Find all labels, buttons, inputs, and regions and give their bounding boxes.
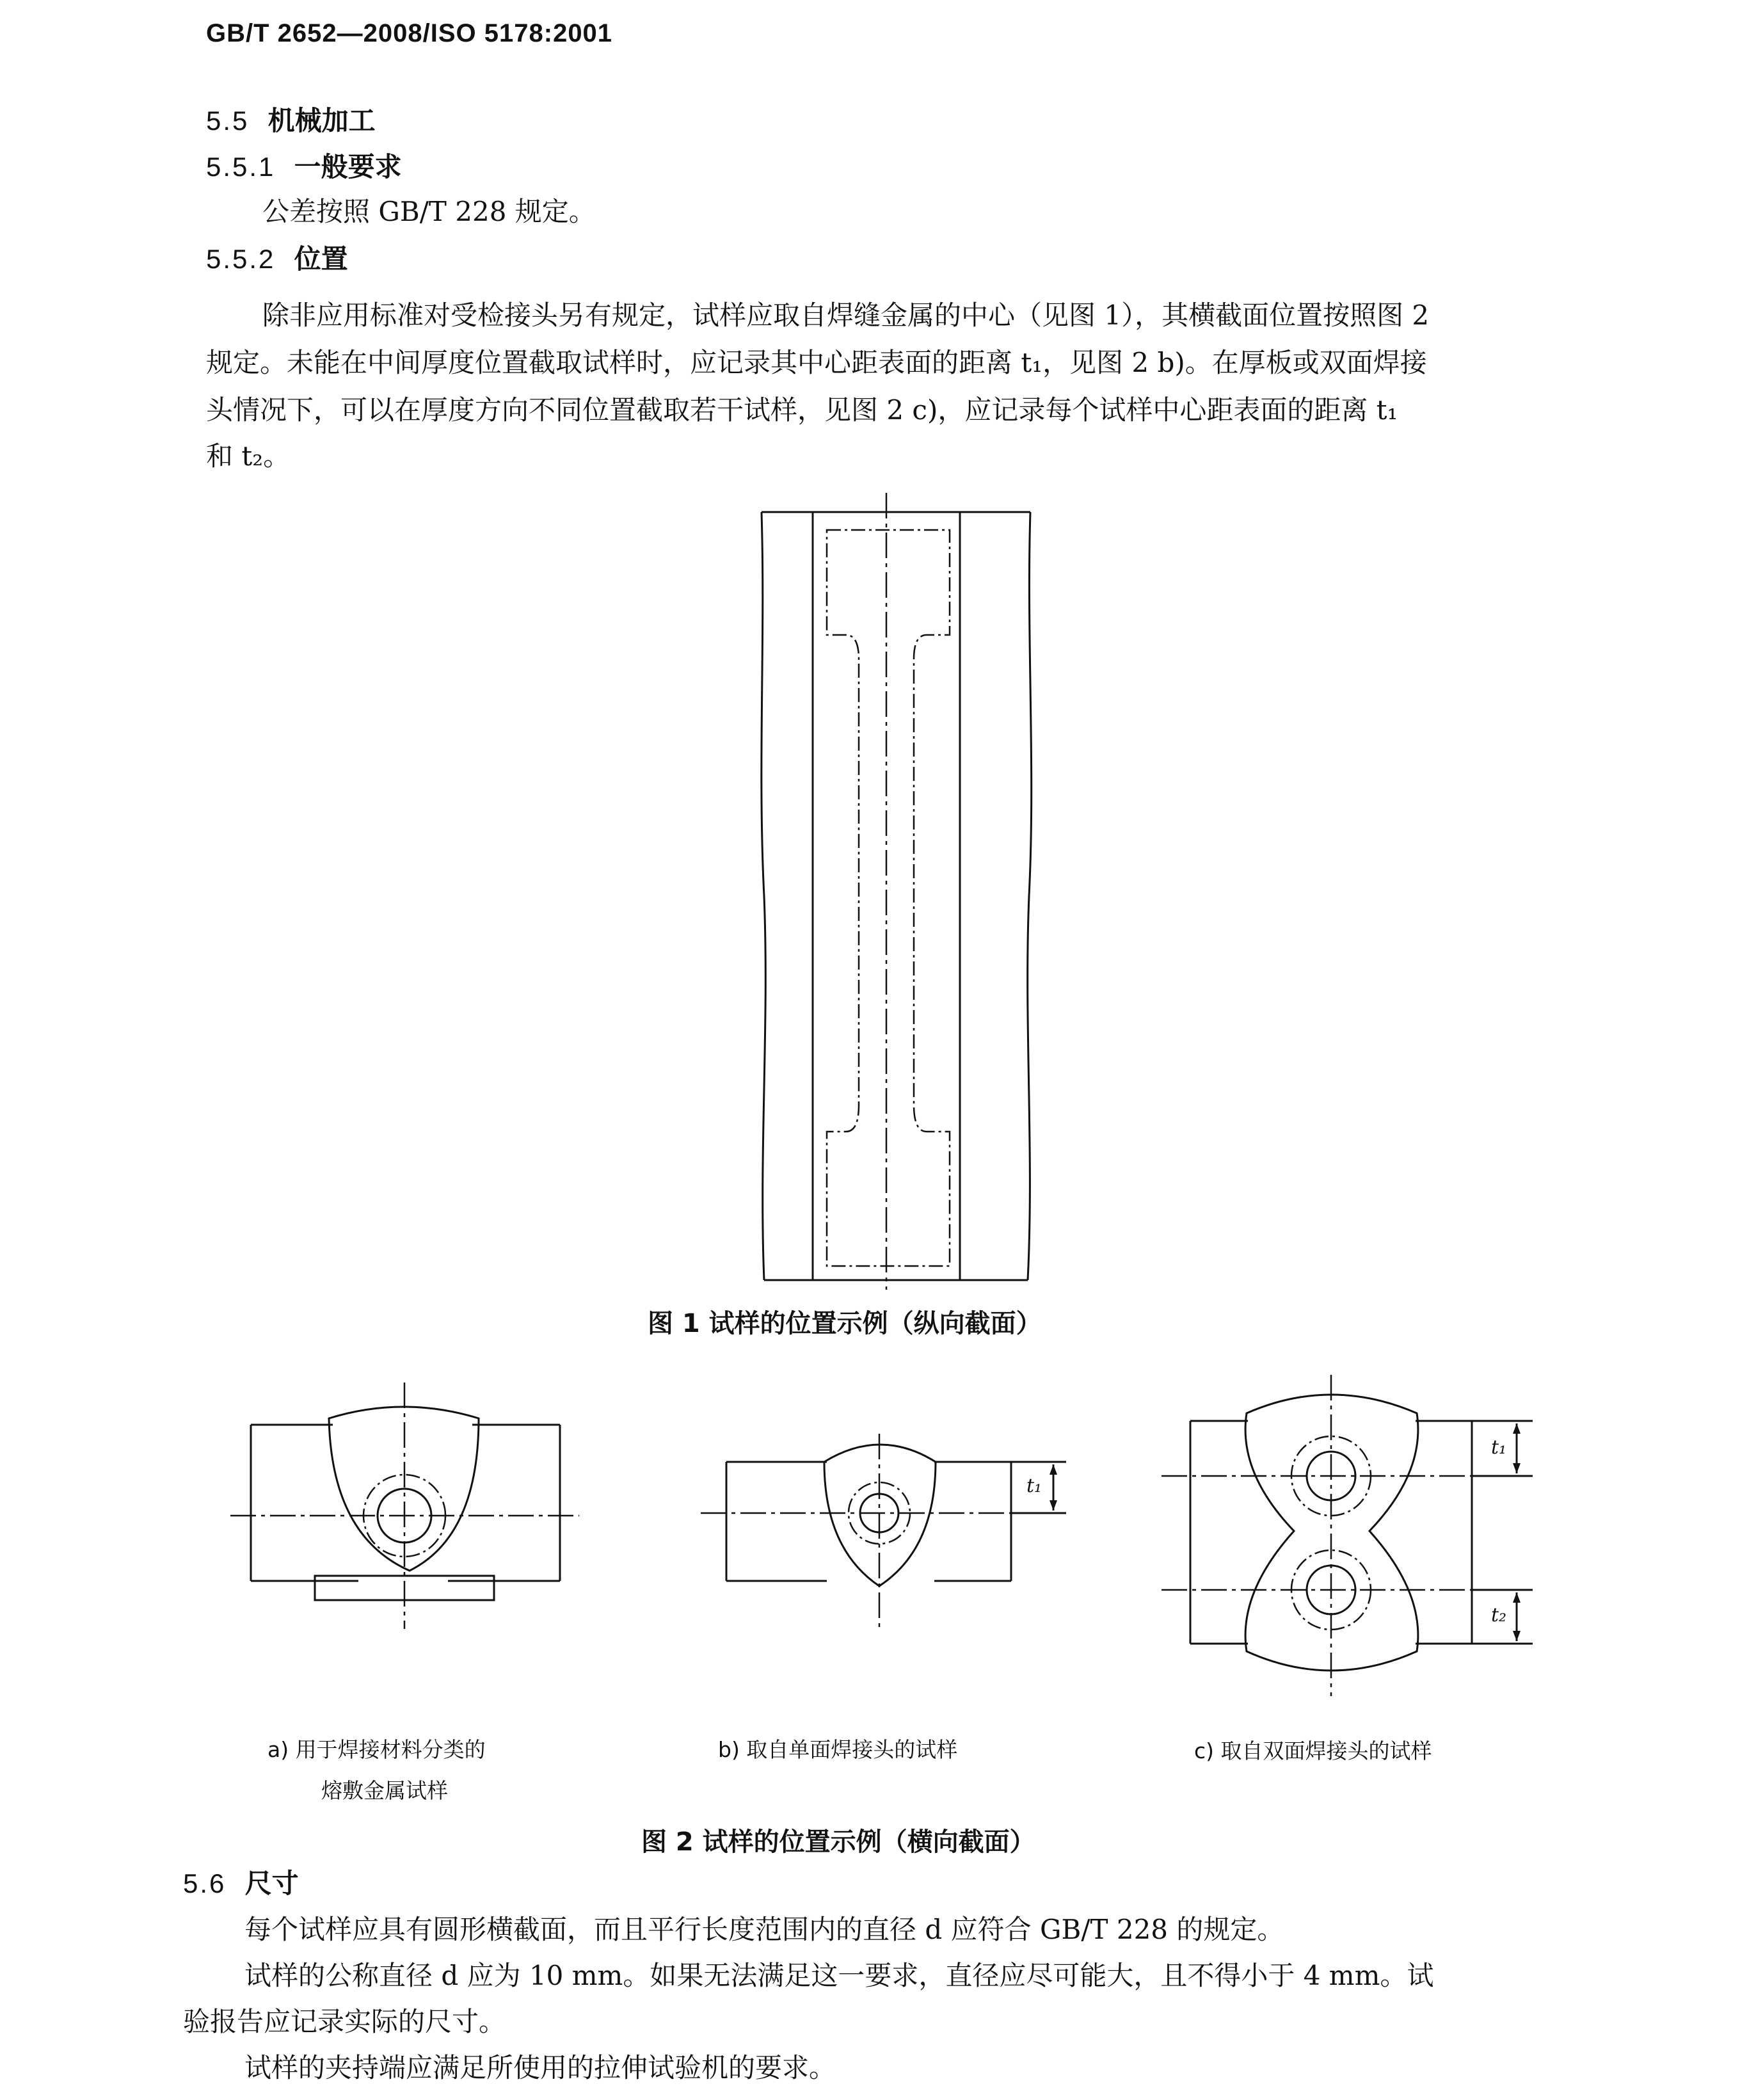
figure1-caption: 图 1 试样的位置示例（纵向截面） bbox=[648, 1309, 1042, 1338]
plate-left-edge bbox=[762, 512, 765, 1280]
position-para-line4: 和 t₂。 bbox=[206, 440, 291, 472]
figure2b-drawing bbox=[701, 1434, 1066, 1629]
dimension-label-t2-c: t₂ bbox=[1491, 1604, 1507, 1626]
dimension-para-2-line1: 试样的公称直径 d 应为 10 mm。如果无法满足这一要求，直径应尽可能大，且不得小于 4 mm。试 bbox=[244, 1960, 1434, 1991]
figure2c-subcaption: c) 取自双面焊接头的试样 bbox=[1194, 1738, 1432, 1763]
standard-header: GB/T 2652—2008/ISO 5178:2001 bbox=[206, 19, 613, 47]
figure2a-drawing bbox=[230, 1383, 579, 1629]
position-para-line1: 除非应用标准对受检接头另有规定，试样应取自焊缝金属的中心（见图 1），其横截面位置按照图 2 bbox=[262, 300, 1430, 331]
specimen-outline bbox=[827, 530, 950, 1266]
dimension-para-2-line2: 验报告应记录实际的尺寸。 bbox=[183, 2006, 506, 2037]
dimension-para-3: 试样的夹持端应满足所使用的拉伸试验机的要求。 bbox=[244, 2052, 836, 2083]
figure2a-subcaption-line2: 熔敷金属试样 bbox=[321, 1778, 448, 1803]
tolerance-text: 公差按照 GB/T 228 规定。 bbox=[262, 196, 596, 227]
section-title: 一般要求 bbox=[294, 151, 402, 182]
position-para-line2: 规定。未能在中间厚度位置截取试样时，应记录其中心距表面的距离 t₁，见图 2 b)。在厚板或双面焊接 bbox=[206, 347, 1427, 378]
section-title: 尺寸 bbox=[244, 1868, 299, 1899]
section-title: 机械加工 bbox=[267, 105, 376, 136]
section-number: 5.5.2 bbox=[206, 244, 276, 274]
dimension-label-t1-c: t₁ bbox=[1491, 1436, 1507, 1459]
plate-right-edge bbox=[1028, 512, 1032, 1280]
figure2-caption: 图 2 试样的位置示例（横向截面） bbox=[641, 1827, 1035, 1857]
figure2c-drawing bbox=[1161, 1375, 1533, 1696]
figure2a-subcaption-line1: a) 用于焊接材料分类的 bbox=[267, 1737, 486, 1762]
section-number: 5.5 bbox=[206, 106, 250, 136]
section-5-6-heading bbox=[183, 1868, 299, 1900]
section-title: 位置 bbox=[294, 243, 348, 275]
position-para-line3: 头情况下，可以在厚度方向不同位置截取若干试样，见图 2 c)，应记录每个试样中心距表面的距离 t₁ bbox=[206, 394, 1398, 426]
dimension-label-t1-b: t₁ bbox=[1026, 1475, 1042, 1497]
figure1-drawing bbox=[762, 493, 1032, 1290]
figure2b-subcaption: b) 取自单面焊接头的试样 bbox=[718, 1737, 958, 1762]
section-number: 5.5.1 bbox=[206, 152, 276, 182]
section-number: 5.6 bbox=[183, 1868, 227, 1898]
dimension-para-1: 每个试样应具有圆形横截面，而且平行长度范围内的直径 d 应符合 GB/T 228 的规定。 bbox=[244, 1914, 1284, 1945]
